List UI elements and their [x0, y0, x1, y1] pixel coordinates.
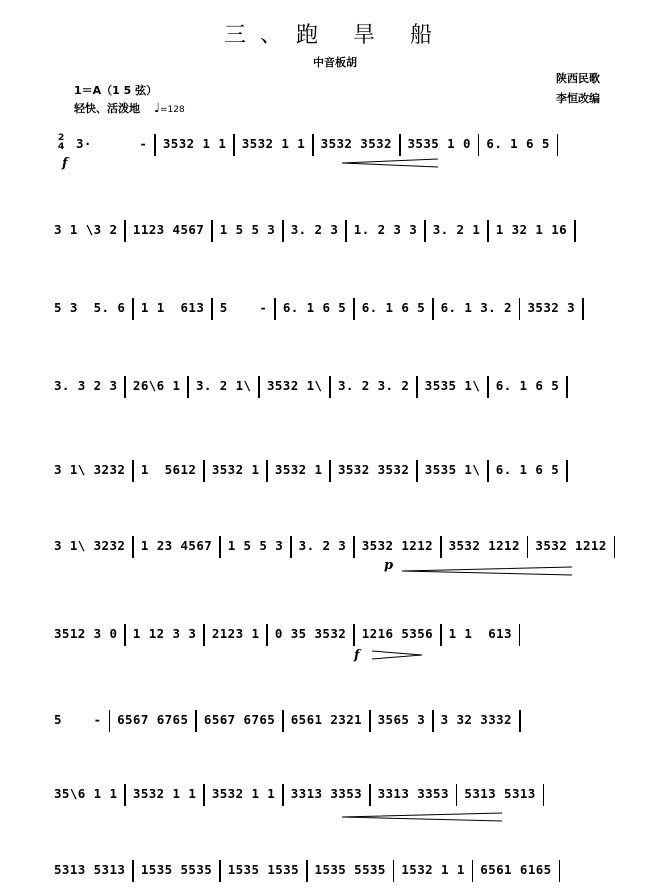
- time-signature-bottom: 4: [58, 142, 65, 152]
- tempo-marking: [74, 100, 185, 116]
- barline: [487, 460, 489, 482]
- barline: [154, 134, 156, 156]
- barline: [124, 624, 126, 646]
- measure: 5313 5313: [54, 862, 126, 877]
- measure: 3. 2 3: [298, 538, 347, 553]
- score-row-notes: [54, 288, 591, 328]
- barline: [582, 298, 584, 320]
- measure: 3313 3353: [377, 786, 449, 801]
- barline: [566, 460, 568, 482]
- measure: 3532 1 1: [162, 136, 227, 151]
- measure: 3 1\ 3232: [54, 538, 126, 553]
- barline: [329, 376, 331, 398]
- measure: 3. 2 1\: [195, 378, 252, 393]
- barline: [456, 784, 458, 806]
- barline: [478, 134, 480, 156]
- barline: [132, 860, 134, 882]
- barline: [399, 134, 401, 156]
- page-title: 三、跑 旱 船: [224, 23, 446, 48]
- score-row: [54, 210, 632, 250]
- barline: [519, 710, 521, 732]
- barline: [282, 220, 284, 242]
- measure: 3· -: [76, 136, 148, 151]
- barline: [557, 134, 559, 156]
- measure: 3. 2 3. 2: [337, 378, 410, 393]
- measure: 3535 1 0: [407, 136, 471, 151]
- barline: [266, 624, 268, 646]
- crescendo-hairpin: [402, 566, 572, 576]
- measure: 6561 6165: [480, 862, 552, 877]
- barline: [369, 710, 371, 732]
- score-row-notes: [54, 450, 575, 490]
- tempo-bpm: =128: [159, 105, 185, 115]
- barline: [353, 298, 355, 320]
- dynamic-marking: p: [384, 558, 394, 573]
- barline: [369, 784, 371, 806]
- measure: 5313 5313: [464, 786, 536, 801]
- crescendo-hairpin: [342, 812, 502, 822]
- time-signature-top: 2: [58, 133, 65, 143]
- barline: [282, 710, 284, 732]
- barline: [187, 376, 189, 398]
- barline: [559, 860, 561, 882]
- barline: [306, 860, 308, 882]
- measure: 3532 1: [211, 462, 260, 477]
- measure: 1 5 5 3: [219, 222, 276, 237]
- measure: 1 12 3 3: [132, 626, 197, 641]
- measure: 3532 1 1: [132, 786, 197, 801]
- barline: [274, 298, 276, 320]
- measure: 6567 6765: [203, 712, 276, 727]
- barline: [203, 460, 205, 482]
- measure: 3532 1212: [361, 538, 434, 553]
- tempo-text: 轻快、活泼地: [74, 102, 140, 115]
- measure: 6567 6765: [117, 712, 189, 727]
- crescendo-hairpin: [342, 158, 438, 168]
- barline: [416, 460, 418, 482]
- measure: 3532 1212: [448, 538, 520, 553]
- barline: [345, 220, 347, 242]
- score-row: [54, 526, 632, 566]
- song-origin: 陕西民歌: [556, 72, 600, 85]
- barline: [219, 860, 221, 882]
- barline: [527, 536, 529, 558]
- measure: 3532 3532: [337, 462, 410, 477]
- score-row: [54, 450, 632, 490]
- score-row-notes: [54, 366, 575, 406]
- barline: [124, 784, 126, 806]
- score-row: [54, 774, 632, 814]
- barline: [543, 784, 545, 806]
- barline: [566, 376, 568, 398]
- barline: [219, 536, 221, 558]
- measure: 1535 5535: [140, 862, 213, 877]
- barline: [132, 298, 134, 320]
- measure: 3. 3 2 3: [54, 378, 118, 393]
- measure: 6561 2321: [290, 712, 363, 727]
- quarter-note-icon: ♩: [153, 101, 160, 116]
- measure: 3532 1 1: [241, 136, 306, 151]
- score-row-notes: [54, 774, 551, 814]
- measure: 1123 4567: [132, 222, 205, 237]
- barline: [312, 134, 314, 156]
- measure: 5 -: [54, 712, 102, 727]
- measure: 3. 2 3: [290, 222, 339, 237]
- score-row: [54, 288, 632, 328]
- measure: 6. 1 6 5: [495, 378, 560, 393]
- measure: 5 -: [219, 300, 268, 315]
- score-row-notes: [54, 614, 527, 654]
- score-row: [54, 850, 632, 890]
- measure: 3532 1212: [535, 538, 607, 553]
- barline: [440, 536, 442, 558]
- measure: 3535 1\: [424, 378, 481, 393]
- measure: 3313 3353: [290, 786, 363, 801]
- score-row-notes: [54, 700, 528, 740]
- barline: [132, 536, 134, 558]
- measure: 3532 3: [527, 300, 576, 315]
- measure: 1535 1535: [227, 862, 300, 877]
- barline: [519, 298, 521, 320]
- measure: 1 1 613: [140, 300, 205, 315]
- measure: 3532 1: [274, 462, 323, 477]
- barline: [211, 220, 213, 242]
- measure: 3532 1\: [266, 378, 323, 393]
- measure: 1532 1 1: [401, 862, 465, 877]
- barline: [329, 460, 331, 482]
- barline: [416, 376, 418, 398]
- dynamic-marking: f: [62, 156, 68, 171]
- barline: [487, 220, 489, 242]
- measure: 3 1 \3 2: [54, 222, 118, 237]
- measure: 35\6 1 1: [54, 786, 118, 801]
- measure: 3532 3532: [320, 136, 392, 151]
- barline: [124, 220, 126, 242]
- diminuendo-hairpin: [372, 650, 422, 660]
- measure: 1216 5356: [361, 626, 434, 641]
- barline: [233, 134, 235, 156]
- barline: [424, 220, 426, 242]
- measure: 3 32 3332: [440, 712, 512, 727]
- dynamic-marking: f: [354, 648, 360, 663]
- measure: 1 32 1 16: [495, 222, 568, 237]
- barline: [519, 624, 521, 646]
- score-row-notes: [76, 124, 565, 164]
- score-row: [54, 366, 632, 406]
- barline: [472, 860, 474, 882]
- measure: 3512 3 0: [54, 626, 118, 641]
- measure: 1 1 613: [448, 626, 512, 641]
- barline: [203, 624, 205, 646]
- barline: [290, 536, 292, 558]
- time-signature: [58, 134, 64, 152]
- barline: [393, 860, 395, 882]
- barline: [487, 376, 489, 398]
- barline: [203, 784, 205, 806]
- score-row: [54, 614, 632, 654]
- measure: 2123 1: [211, 626, 260, 641]
- arranger-credit: 李恒改编: [556, 92, 600, 105]
- measure: 3535 1\: [424, 462, 481, 477]
- instrument-subtitle: 中音板胡: [313, 56, 357, 69]
- measure: 6. 1 6 5: [495, 462, 560, 477]
- measure: 6. 1 6 5: [486, 136, 550, 151]
- measure: 6. 1 6 5: [282, 300, 347, 315]
- measure: 1. 2 3 3: [353, 222, 418, 237]
- score-row-notes: [54, 210, 583, 250]
- measure: 0 35 3532: [274, 626, 347, 641]
- barline: [353, 536, 355, 558]
- measure: 1535 5535: [314, 862, 386, 877]
- measure: 3. 2 1: [432, 222, 481, 237]
- measure: 6. 1 6 5: [361, 300, 426, 315]
- barline: [124, 376, 126, 398]
- measure: 1 5612: [140, 462, 197, 477]
- measure: 5 3 5. 6: [54, 300, 126, 315]
- barline: [266, 460, 268, 482]
- barline: [353, 624, 355, 646]
- barline: [432, 710, 434, 732]
- measure: 1 5 5 3: [227, 538, 284, 553]
- measure: 1 23 4567: [140, 538, 213, 553]
- barline: [195, 710, 197, 732]
- barline: [614, 536, 616, 558]
- barline: [109, 710, 111, 732]
- score-row-notes: [54, 850, 567, 890]
- measure: 3565 3: [377, 712, 426, 727]
- measure: 6. 1 3. 2: [440, 300, 512, 315]
- barline: [440, 624, 442, 646]
- barline: [258, 376, 260, 398]
- score-row-notes: [54, 526, 622, 566]
- measure: 3532 1 1: [211, 786, 276, 801]
- barline: [282, 784, 284, 806]
- barline: [432, 298, 434, 320]
- key-signature: 1＝A（1 5 弦）: [74, 84, 158, 97]
- barline: [211, 298, 213, 320]
- score-row: [54, 700, 632, 740]
- barline: [132, 460, 134, 482]
- barline: [574, 220, 576, 242]
- measure: 26\6 1: [132, 378, 181, 393]
- measure: 3 1\ 3232: [54, 462, 126, 477]
